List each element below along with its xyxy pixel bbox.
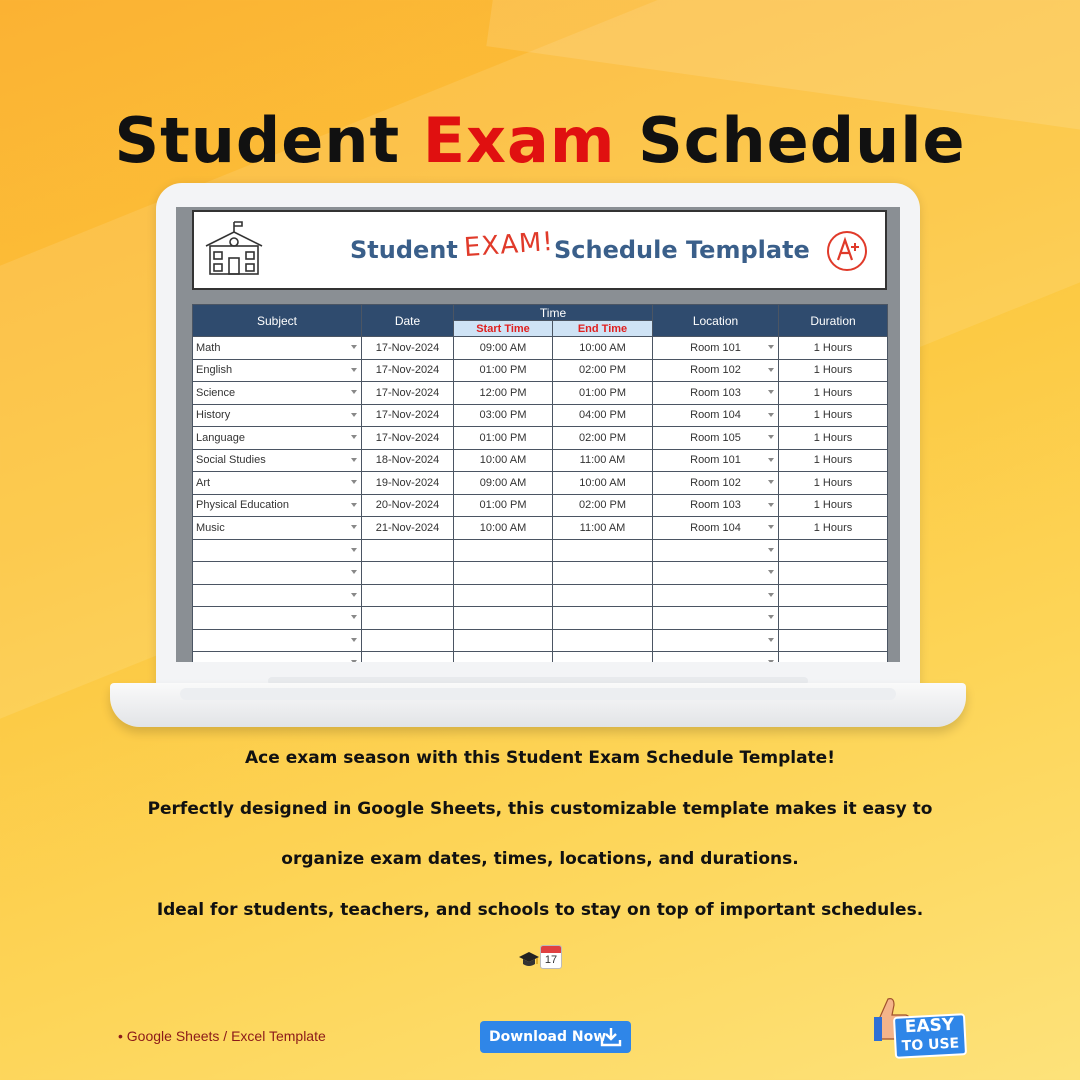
- start-time-cell-value: 09:00 AM: [479, 341, 527, 354]
- duration-cell-value: 1 Hours: [813, 431, 853, 444]
- date-cell[interactable]: [362, 404, 454, 427]
- dropdown-arrow-icon[interactable]: [351, 593, 357, 597]
- duration-cell[interactable]: [779, 607, 888, 630]
- subject-cell[interactable]: [193, 562, 362, 585]
- location-cell[interactable]: [653, 404, 779, 427]
- location-cell[interactable]: [653, 359, 779, 382]
- subject-cell[interactable]: [193, 359, 362, 382]
- subject-cell[interactable]: [193, 427, 362, 450]
- date-cell-value: 18-Nov-2024: [375, 454, 440, 467]
- dropdown-arrow-icon[interactable]: [768, 458, 774, 462]
- duration-cell-value: 1 Hours: [813, 499, 853, 512]
- table-row: [193, 539, 888, 562]
- date-cell[interactable]: [362, 607, 454, 630]
- end-time-cell[interactable]: [553, 472, 653, 495]
- dropdown-arrow-icon[interactable]: [351, 458, 357, 462]
- laptop-keyboard-edge: [180, 688, 896, 700]
- graduation-cap-icon: [518, 949, 540, 969]
- subject-cell-value: History: [196, 409, 231, 422]
- dropdown-arrow-icon[interactable]: [351, 413, 357, 417]
- location-cell[interactable]: [653, 427, 779, 450]
- location-cell-value: Room 102: [690, 476, 741, 489]
- location-cell-value: Room 101: [690, 341, 741, 354]
- date-cell-value: 21-Nov-2024: [375, 521, 440, 534]
- table-row: [193, 562, 888, 585]
- start-time-cell-value: 01:00 PM: [479, 499, 527, 512]
- table-row: [193, 337, 888, 360]
- a-plus-grade-icon: [824, 228, 870, 274]
- location-cell[interactable]: [653, 584, 779, 607]
- start-time-cell-value: 10:00 AM: [479, 521, 527, 534]
- dropdown-arrow-icon[interactable]: [351, 503, 357, 507]
- subject-cell[interactable]: [193, 472, 362, 495]
- subject-cell[interactable]: [193, 629, 362, 652]
- start-time-cell[interactable]: [454, 652, 553, 663]
- table-row: [193, 359, 888, 382]
- end-time-cell[interactable]: [553, 607, 653, 630]
- location-cell-value: Room 103: [690, 499, 741, 512]
- duration-cell-value: 1 Hours: [813, 364, 853, 377]
- end-time-cell-value: 10:00 AM: [579, 476, 626, 489]
- duration-cell[interactable]: [779, 517, 888, 540]
- end-time-cell-value: 02:00 PM: [578, 499, 627, 512]
- table-row: [193, 472, 888, 495]
- dropdown-arrow-icon[interactable]: [768, 593, 774, 597]
- date-cell-value: 17-Nov-2024: [375, 431, 440, 444]
- subject-cell[interactable]: [193, 382, 362, 405]
- date-cell[interactable]: [362, 359, 454, 382]
- dropdown-arrow-icon[interactable]: [768, 368, 774, 372]
- end-time-cell[interactable]: [553, 652, 653, 663]
- end-time-cell[interactable]: [553, 562, 653, 585]
- location-cell[interactable]: [653, 382, 779, 405]
- table-row: [193, 629, 888, 652]
- calendar-icon: [540, 945, 562, 969]
- location-cell[interactable]: [653, 337, 779, 360]
- dropdown-arrow-icon[interactable]: [351, 390, 357, 394]
- duration-cell[interactable]: [779, 359, 888, 382]
- sheet-header: [192, 210, 887, 290]
- subject-cell[interactable]: [193, 652, 362, 663]
- date-cell[interactable]: [362, 337, 454, 360]
- download-now-button[interactable]: [480, 1021, 631, 1053]
- duration-cell[interactable]: [779, 494, 888, 517]
- description-line-1: Ace exam season with this Student Exam Schedule Template!: [245, 748, 835, 768]
- subject-cell-value: English: [196, 364, 233, 377]
- duration-cell[interactable]: [779, 562, 888, 585]
- location-cell-value: Room 101: [690, 454, 741, 467]
- start-time-cell[interactable]: [454, 607, 553, 630]
- badge-line-2: TO USE: [901, 1035, 960, 1055]
- dropdown-arrow-icon[interactable]: [768, 660, 774, 662]
- subject-cell[interactable]: [193, 337, 362, 360]
- exam-schedule-table: [192, 304, 888, 662]
- location-cell[interactable]: [653, 562, 779, 585]
- subject-cell-value: Physical Education: [196, 499, 289, 512]
- end-time-cell[interactable]: [553, 584, 653, 607]
- duration-cell[interactable]: [779, 404, 888, 427]
- dropdown-arrow-icon[interactable]: [351, 548, 357, 552]
- duration-cell[interactable]: [779, 427, 888, 450]
- table-row: [193, 584, 888, 607]
- date-cell-value: 17-Nov-2024: [375, 409, 440, 422]
- table-row: [193, 494, 888, 517]
- date-cell-value: 19-Nov-2024: [375, 476, 440, 489]
- laptop-screen: [176, 207, 900, 662]
- duration-cell[interactable]: [779, 449, 888, 472]
- download-now-label: Download Now: [489, 1029, 607, 1045]
- dropdown-arrow-icon[interactable]: [768, 345, 774, 349]
- duration-cell-value: 1 Hours: [813, 476, 853, 489]
- end-time-cell-value: 04:00 PM: [578, 409, 627, 422]
- date-cell-value: 20-Nov-2024: [375, 499, 440, 512]
- end-time-cell[interactable]: [553, 517, 653, 540]
- dropdown-arrow-icon[interactable]: [768, 480, 774, 484]
- location-cell[interactable]: [653, 472, 779, 495]
- dropdown-arrow-icon[interactable]: [351, 570, 357, 574]
- start-time-cell[interactable]: [454, 517, 553, 540]
- location-cell[interactable]: [653, 607, 779, 630]
- header-duration: Duration: [779, 305, 888, 337]
- start-time-cell[interactable]: [454, 629, 553, 652]
- duration-cell-value: 1 Hours: [813, 454, 853, 467]
- subject-cell-value: Social Studies: [196, 454, 266, 467]
- start-time-cell[interactable]: [454, 472, 553, 495]
- duration-cell[interactable]: [779, 652, 888, 663]
- date-cell[interactable]: [362, 629, 454, 652]
- date-cell[interactable]: [362, 652, 454, 663]
- date-cell[interactable]: [362, 517, 454, 540]
- dropdown-arrow-icon[interactable]: [351, 615, 357, 619]
- table-row: [193, 517, 888, 540]
- duration-cell-value: 1 Hours: [813, 341, 853, 354]
- location-cell-value: Room 102: [690, 364, 741, 377]
- dropdown-arrow-icon[interactable]: [768, 435, 774, 439]
- location-cell[interactable]: [653, 494, 779, 517]
- emoji-row: [518, 945, 564, 971]
- end-time-cell[interactable]: [553, 629, 653, 652]
- location-cell[interactable]: [653, 629, 779, 652]
- footer-bullet: • Google Sheets / Excel Template: [118, 1028, 326, 1044]
- location-cell[interactable]: [653, 517, 779, 540]
- date-cell[interactable]: [362, 539, 454, 562]
- subject-cell[interactable]: [193, 494, 362, 517]
- date-cell-value: 17-Nov-2024: [375, 386, 440, 399]
- sheet-header-exam: EXAM!: [463, 226, 555, 264]
- subject-cell[interactable]: [193, 539, 362, 562]
- dropdown-arrow-icon[interactable]: [768, 615, 774, 619]
- badge-line-1: EASY: [904, 1014, 955, 1038]
- duration-cell-value: 1 Hours: [813, 521, 853, 534]
- start-time-cell[interactable]: [454, 382, 553, 405]
- date-cell[interactable]: [362, 584, 454, 607]
- calendar-day: 17: [544, 954, 558, 966]
- end-time-cell[interactable]: [553, 449, 653, 472]
- subject-cell-value: Music: [196, 521, 225, 534]
- start-time-cell[interactable]: [454, 359, 553, 382]
- subject-cell[interactable]: [193, 584, 362, 607]
- dropdown-arrow-icon[interactable]: [768, 413, 774, 417]
- end-time-cell[interactable]: [553, 539, 653, 562]
- header-date: Date: [362, 305, 454, 337]
- table-row: [193, 652, 888, 663]
- end-time-cell[interactable]: [553, 427, 653, 450]
- end-time-cell[interactable]: [553, 359, 653, 382]
- title-word-schedule: Schedule: [638, 104, 966, 177]
- subject-cell[interactable]: [193, 404, 362, 427]
- end-time-cell-value: 02:00 PM: [578, 431, 627, 444]
- dropdown-arrow-icon[interactable]: [768, 525, 774, 529]
- table-row: [193, 427, 888, 450]
- location-cell-value: Room 105: [690, 431, 741, 444]
- location-cell[interactable]: [653, 652, 779, 663]
- subject-cell-value: Science: [196, 386, 236, 399]
- start-time-cell-value: 01:00 PM: [479, 431, 527, 444]
- date-cell[interactable]: [362, 449, 454, 472]
- end-time-cell[interactable]: [553, 404, 653, 427]
- table-row: [193, 607, 888, 630]
- end-time-cell[interactable]: [553, 337, 653, 360]
- dropdown-arrow-icon[interactable]: [351, 638, 357, 642]
- end-time-cell-value: 01:00 PM: [578, 386, 627, 399]
- dropdown-arrow-icon[interactable]: [768, 638, 774, 642]
- duration-cell[interactable]: [779, 539, 888, 562]
- page-title: [0, 104, 1080, 177]
- subject-cell[interactable]: [193, 449, 362, 472]
- duration-cell-value: 1 Hours: [813, 409, 853, 422]
- easy-to-use-badge: [872, 995, 968, 1059]
- date-cell[interactable]: [362, 562, 454, 585]
- start-time-cell-value: 10:00 AM: [479, 454, 527, 467]
- date-cell[interactable]: [362, 427, 454, 450]
- dropdown-arrow-icon[interactable]: [351, 345, 357, 349]
- title-word-exam: Exam: [422, 104, 616, 177]
- end-time-cell[interactable]: [553, 494, 653, 517]
- end-time-cell-value: 11:00 AM: [579, 454, 626, 467]
- subject-cell-value: Language: [196, 431, 245, 444]
- table-row: [193, 449, 888, 472]
- dropdown-arrow-icon[interactable]: [351, 435, 357, 439]
- location-cell[interactable]: [653, 449, 779, 472]
- duration-cell-value: 1 Hours: [813, 386, 853, 399]
- sheet-header-word-student: Student: [350, 236, 458, 264]
- location-cell-value: Room 104: [690, 521, 741, 534]
- title-word-student: Student: [114, 104, 401, 177]
- duration-cell[interactable]: [779, 584, 888, 607]
- dropdown-arrow-icon[interactable]: [768, 548, 774, 552]
- start-time-cell[interactable]: [454, 337, 553, 360]
- start-time-cell[interactable]: [454, 427, 553, 450]
- end-time-cell-value: 11:00 AM: [579, 521, 626, 534]
- date-cell[interactable]: [362, 472, 454, 495]
- start-time-cell-value: 12:00 PM: [479, 386, 527, 399]
- download-icon: [599, 1025, 623, 1049]
- dropdown-arrow-icon[interactable]: [768, 390, 774, 394]
- subject-cell[interactable]: [193, 607, 362, 630]
- date-cell-value: 17-Nov-2024: [375, 341, 440, 354]
- table-row: [193, 382, 888, 405]
- header-time: Time: [454, 305, 653, 321]
- location-cell[interactable]: [653, 539, 779, 562]
- dropdown-arrow-icon[interactable]: [768, 570, 774, 574]
- dropdown-arrow-icon[interactable]: [351, 480, 357, 484]
- end-time-cell-value: 02:00 PM: [578, 364, 627, 377]
- date-cell[interactable]: [362, 494, 454, 517]
- start-time-cell-value: 09:00 AM: [479, 476, 527, 489]
- school-building-icon: [202, 216, 266, 280]
- dropdown-arrow-icon[interactable]: [768, 503, 774, 507]
- end-time-cell-value: 10:00 AM: [579, 341, 626, 354]
- duration-cell[interactable]: [779, 382, 888, 405]
- location-cell-value: Room 103: [690, 386, 741, 399]
- duration-cell[interactable]: [779, 337, 888, 360]
- header-location: Location: [653, 305, 779, 337]
- dropdown-arrow-icon[interactable]: [351, 368, 357, 372]
- end-time-cell[interactable]: [553, 382, 653, 405]
- dropdown-arrow-icon[interactable]: [351, 525, 357, 529]
- description-line-4: Ideal for students, teachers, and schools to stay on top of important schedules.: [156, 900, 924, 920]
- sheet-header-schedule-template: Schedule Template: [554, 236, 810, 264]
- header-subject: Subject: [193, 305, 362, 337]
- description-line-3: organize exam dates, times, locations, and durations.: [281, 849, 799, 869]
- start-time-cell[interactable]: [454, 539, 553, 562]
- start-time-cell[interactable]: [454, 494, 553, 517]
- date-cell[interactable]: [362, 382, 454, 405]
- subject-cell-value: Math: [196, 341, 221, 354]
- dropdown-arrow-icon[interactable]: [351, 660, 357, 662]
- subject-cell-value: Art: [196, 476, 211, 489]
- date-cell-value: 17-Nov-2024: [375, 364, 440, 377]
- start-time-cell[interactable]: [454, 562, 553, 585]
- duration-cell[interactable]: [779, 472, 888, 495]
- start-time-cell-value: 03:00 PM: [479, 409, 527, 422]
- header-end-time: End Time: [553, 321, 653, 337]
- start-time-cell[interactable]: [454, 584, 553, 607]
- location-cell-value: Room 104: [690, 409, 741, 422]
- subject-cell[interactable]: [193, 517, 362, 540]
- header-start-time: Start Time: [454, 321, 553, 337]
- start-time-cell-value: 01:00 PM: [479, 364, 527, 377]
- description-line-2: Perfectly designed in Google Sheets, this customizable template makes it easy to: [147, 799, 933, 819]
- duration-cell[interactable]: [779, 629, 888, 652]
- start-time-cell[interactable]: [454, 404, 553, 427]
- start-time-cell[interactable]: [454, 449, 553, 472]
- table-row: [193, 404, 888, 427]
- footer-bullet-text: Google Sheets / Excel Template: [126, 1028, 326, 1044]
